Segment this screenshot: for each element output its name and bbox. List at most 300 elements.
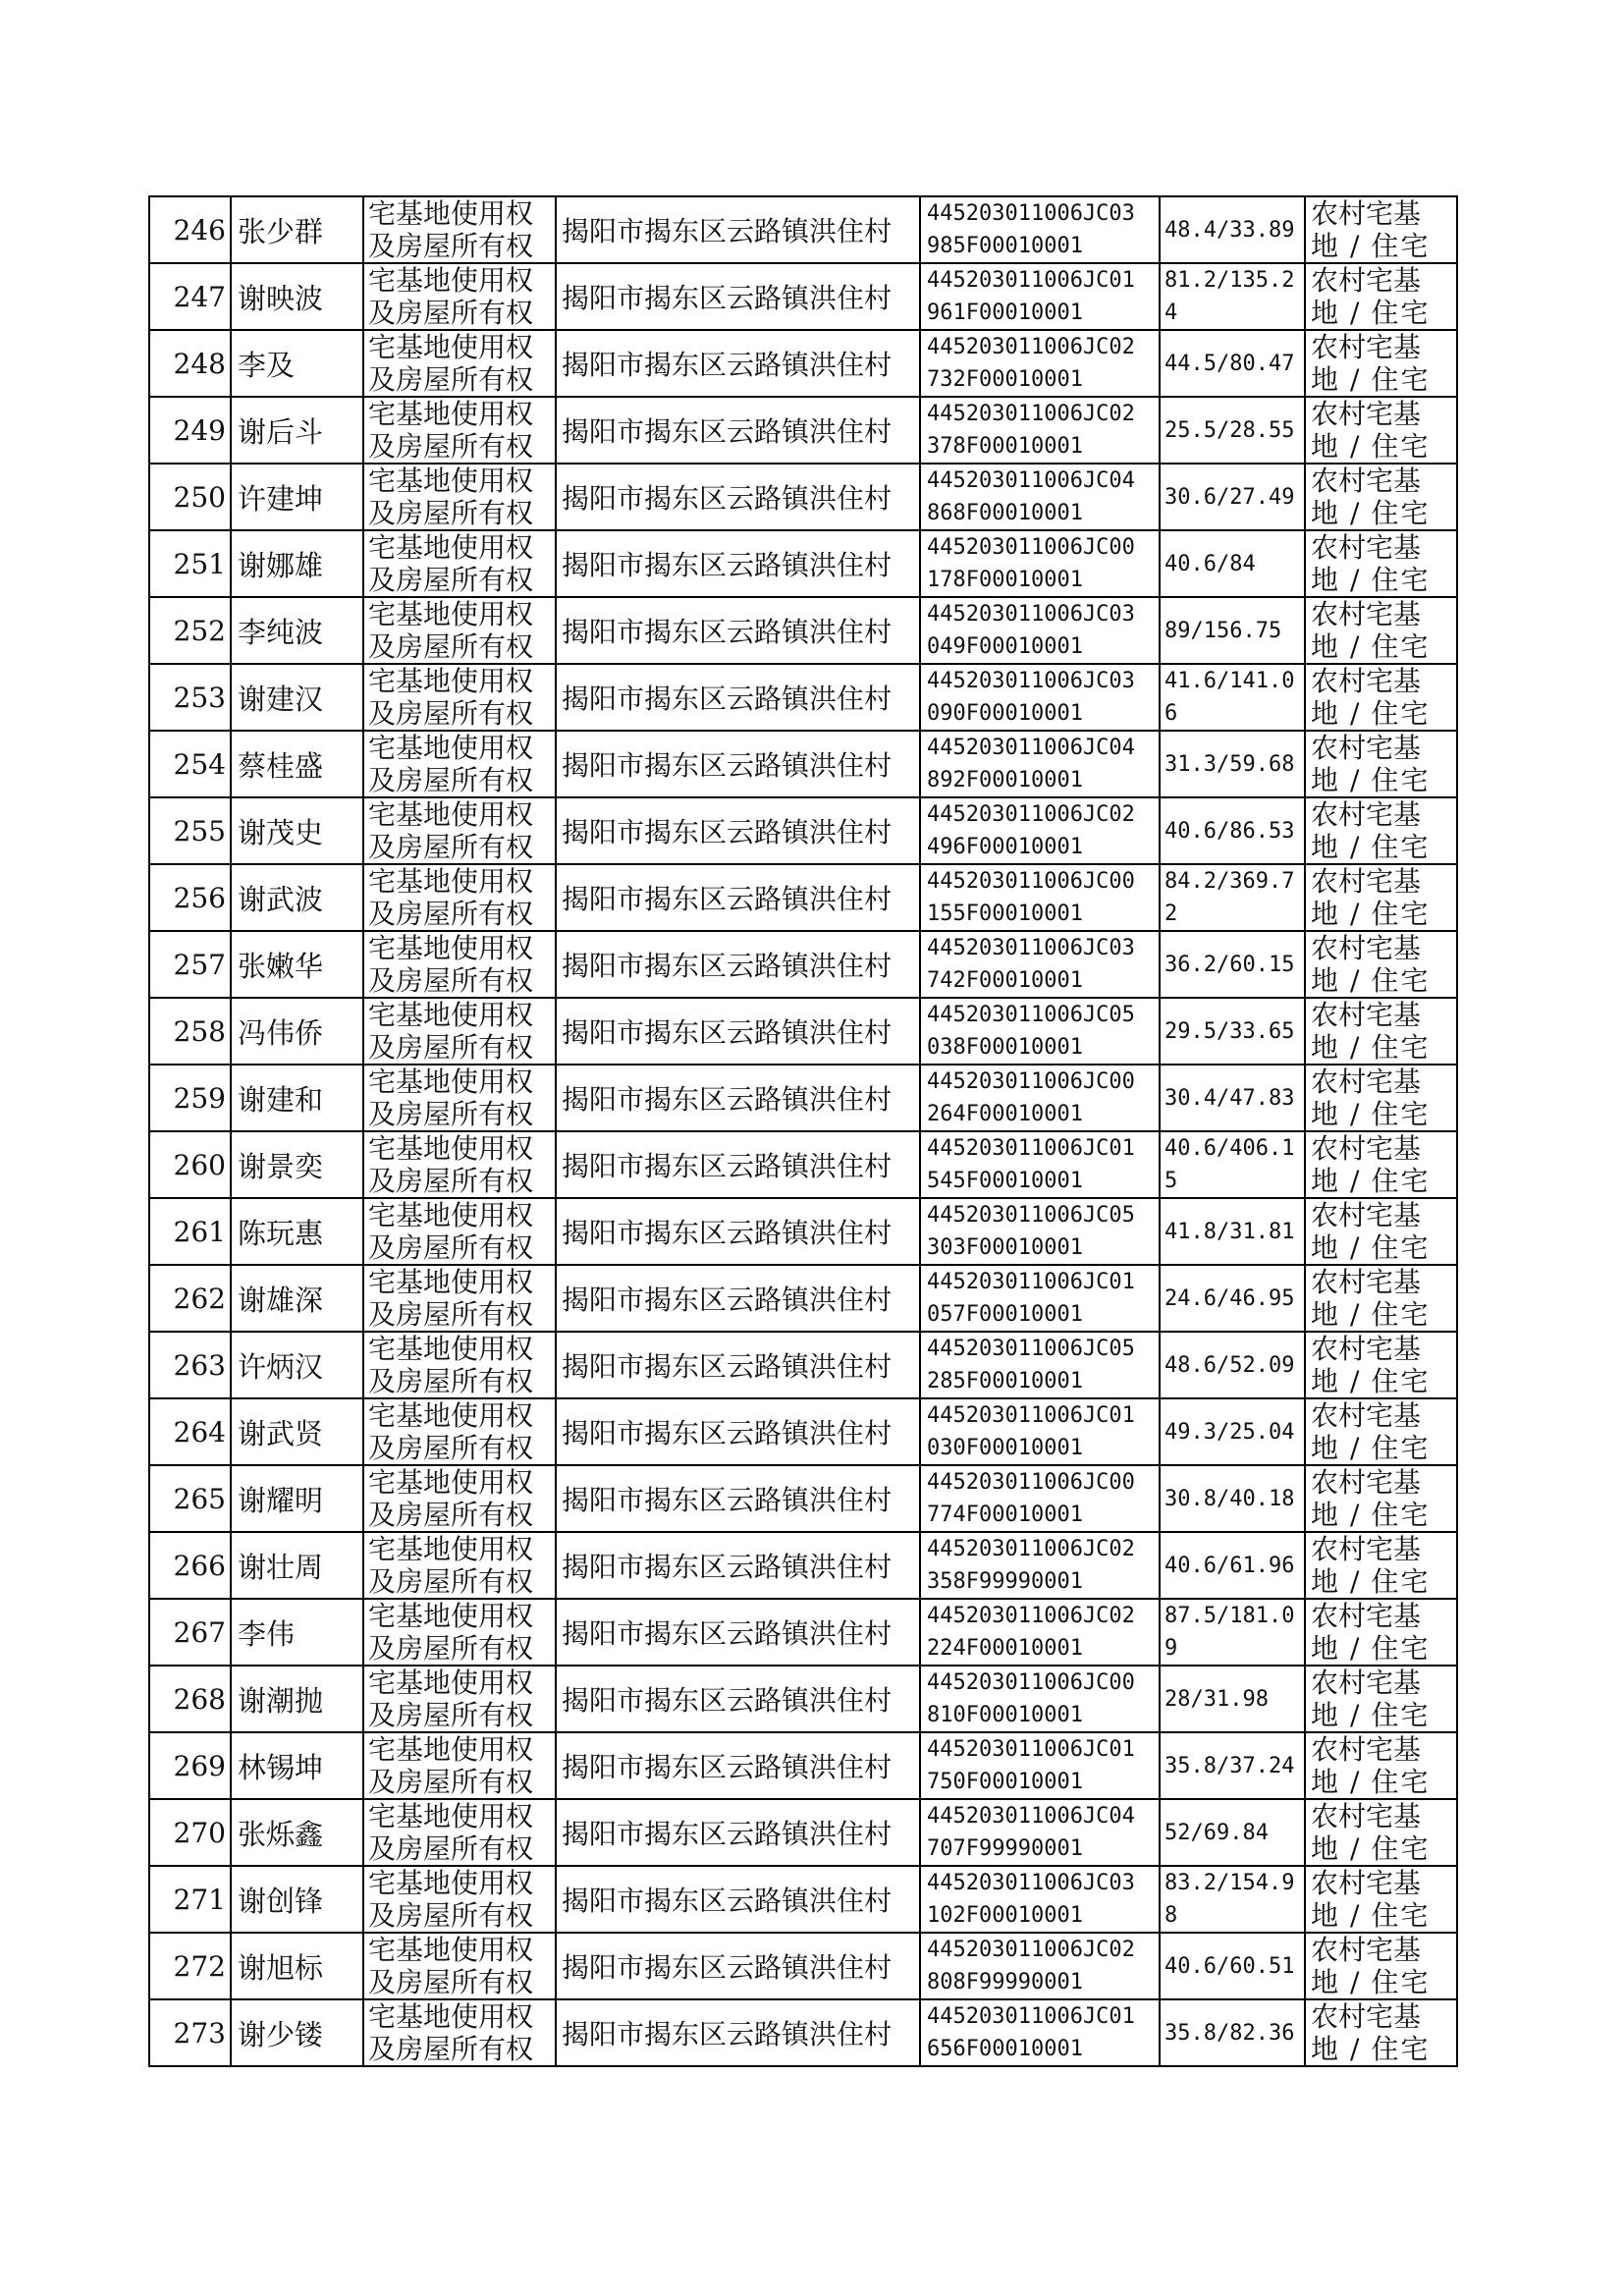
- unit-code-line-2: 892F00010001: [927, 768, 1083, 792]
- unit-code-cell: [920, 1799, 1160, 1866]
- unit-code-line-1: 445203011006JC00: [927, 1670, 1135, 1695]
- right-type-line-2: 及房屋所有权: [368, 430, 534, 463]
- area: 28/31.98: [1164, 1686, 1269, 1712]
- location-cell: [556, 464, 920, 530]
- location: 揭阳市揭东区云路镇洪住村: [562, 1751, 893, 1783]
- right-type-line-2: 及房屋所有权: [368, 2033, 534, 2065]
- unit-code-line-1: 445203011006JC01: [927, 1136, 1135, 1161]
- land-use-cell: [1305, 931, 1457, 998]
- area-cell: [1160, 1599, 1305, 1666]
- right-type-cell: [363, 998, 556, 1065]
- owner-name: 谢建和: [238, 1082, 324, 1117]
- area-cell: [1160, 931, 1305, 998]
- area: 35.8/82.36: [1164, 2020, 1295, 2046]
- land-use-part-a: 地: [1311, 1766, 1341, 1798]
- owner-name-cell: [231, 1398, 363, 1465]
- area-cell: [1160, 1465, 1305, 1532]
- row-number: 247: [173, 280, 226, 313]
- location: 揭阳市揭东区云路镇洪住村: [562, 1885, 893, 1917]
- table-row: [149, 1465, 1457, 1532]
- table-row: [149, 263, 1457, 330]
- land-use-line-2: [1311, 297, 1456, 329]
- land-use-part-b: 住宅: [1371, 430, 1431, 463]
- land-use-separator: /: [1350, 2033, 1362, 2065]
- unit-code-line-1: 445203011006JC05: [927, 1203, 1135, 1228]
- land-use-separator: /: [1350, 230, 1362, 262]
- area: 81.2/135.24: [1164, 268, 1295, 325]
- right-type-cell: [363, 330, 556, 397]
- land-use-cell: [1305, 664, 1457, 731]
- unit-code-line-2: 090F00010001: [927, 701, 1083, 726]
- location: 揭阳市揭东区云路镇洪住村: [562, 683, 893, 715]
- right-type-line-1: 宅基地使用权: [368, 197, 534, 230]
- land-use-cell: [1305, 1866, 1457, 1933]
- location: 揭阳市揭东区云路镇洪住村: [562, 1150, 893, 1182]
- owner-name-cell: [231, 998, 363, 1065]
- location-cell: [556, 1398, 920, 1465]
- unit-code-cell: [920, 464, 1160, 530]
- unit-code-cell: [920, 263, 1160, 330]
- owner-name: 张少群: [238, 214, 324, 248]
- right-type-cell: [363, 1666, 556, 1732]
- land-use-cell: [1305, 1999, 1457, 2066]
- unit-code-cell: [920, 1999, 1160, 2066]
- row-number-cell: [149, 1799, 231, 1866]
- land-use-part-b: 住宅: [1371, 1365, 1431, 1397]
- registration-table: [148, 195, 1458, 2067]
- land-use-cell: [1305, 330, 1457, 397]
- land-use-cell: [1305, 1332, 1457, 1398]
- land-use-part-a: 地: [1311, 1499, 1341, 1531]
- owner-name-cell: [231, 864, 363, 931]
- land-use-part-b: 住宅: [1371, 1832, 1431, 1865]
- land-use-line-2: [1311, 1165, 1456, 1197]
- land-use-line-1: 农村宅基: [1311, 531, 1422, 564]
- land-use-cell: [1305, 1198, 1457, 1265]
- land-use-separator: /: [1350, 1832, 1362, 1865]
- land-use-line-2: [1311, 1966, 1456, 1998]
- owner-name: 李纯波: [238, 615, 324, 649]
- unit-code-line-2: 049F00010001: [927, 634, 1083, 659]
- owner-name: 谢娜雄: [238, 548, 324, 582]
- location-cell: [556, 998, 920, 1065]
- right-type-line-2: 及房屋所有权: [368, 1632, 534, 1665]
- row-number-cell: [149, 1265, 231, 1332]
- land-use-line-2: [1311, 497, 1456, 529]
- land-use-separator: /: [1350, 1632, 1362, 1665]
- owner-name-cell: [231, 1799, 363, 1866]
- area: 44.5/80.47: [1164, 351, 1295, 376]
- unit-code-line-1: 445203011006JC01: [927, 268, 1135, 293]
- land-use-part-a: 地: [1311, 697, 1341, 730]
- right-type-line-1: 宅基地使用权: [368, 264, 534, 297]
- owner-name: 蔡桂盛: [238, 748, 324, 783]
- unit-code-cell: [920, 797, 1160, 864]
- row-number: 265: [173, 1482, 226, 1515]
- table-row: [149, 731, 1457, 797]
- row-number-cell: [149, 1131, 231, 1198]
- land-use-part-b: 住宅: [1371, 831, 1431, 863]
- location: 揭阳市揭东区云路镇洪住村: [562, 749, 893, 782]
- land-use-cell: [1305, 1465, 1457, 1532]
- location: 揭阳市揭东区云路镇洪住村: [562, 1083, 893, 1116]
- owner-name: 谢少镂: [238, 2017, 324, 2051]
- land-use-line-1: 农村宅基: [1311, 1266, 1422, 1298]
- land-use-part-b: 住宅: [1371, 630, 1431, 663]
- right-type-cell: [363, 1999, 556, 2066]
- land-use-line-2: [1311, 430, 1456, 463]
- owner-name-cell: [231, 1532, 363, 1599]
- area: 29.5/33.65: [1164, 1018, 1295, 1044]
- land-use-line-1: 农村宅基: [1311, 1199, 1422, 1231]
- right-type-line-1: 宅基地使用权: [368, 1533, 534, 1565]
- right-type-cell: [363, 731, 556, 797]
- land-use-line-2: [1311, 363, 1456, 396]
- row-number: 261: [173, 1215, 226, 1248]
- land-use-cell: [1305, 1131, 1457, 1198]
- location: 揭阳市揭东区云路镇洪住村: [562, 1951, 893, 1984]
- unit-code-line-1: 445203011006JC03: [927, 602, 1135, 627]
- land-use-separator: /: [1350, 497, 1362, 529]
- location-cell: [556, 864, 920, 931]
- right-type-line-1: 宅基地使用权: [368, 331, 534, 363]
- right-type-cell: [363, 1398, 556, 1465]
- right-type-line-2: 及房屋所有权: [368, 630, 534, 663]
- owner-name-cell: [231, 1198, 363, 1265]
- unit-code-cell: [920, 998, 1160, 1065]
- row-number-cell: [149, 1599, 231, 1666]
- owner-name-cell: [231, 263, 363, 330]
- land-use-part-b: 住宅: [1371, 564, 1431, 596]
- land-use-separator: /: [1350, 898, 1362, 930]
- area: 89/156.75: [1164, 618, 1282, 643]
- row-number: 266: [173, 1549, 226, 1582]
- land-use-part-a: 地: [1311, 764, 1341, 796]
- location-cell: [556, 597, 920, 664]
- area-cell: [1160, 1732, 1305, 1799]
- unit-code-cell: [920, 330, 1160, 397]
- land-use-separator: /: [1350, 1298, 1362, 1331]
- owner-name-cell: [231, 731, 363, 797]
- unit-code-line-2: 868F00010001: [927, 501, 1083, 525]
- row-number-cell: [149, 864, 231, 931]
- land-use-part-a: 地: [1311, 1632, 1341, 1665]
- land-use-part-a: 地: [1311, 898, 1341, 930]
- land-use-separator: /: [1350, 1699, 1362, 1731]
- location: 揭阳市揭东区云路镇洪住村: [562, 1350, 893, 1383]
- table-row: [149, 1198, 1457, 1265]
- owner-name-cell: [231, 1866, 363, 1933]
- owner-name: 谢武波: [238, 882, 324, 916]
- row-number-cell: [149, 1866, 231, 1933]
- right-type-cell: [363, 597, 556, 664]
- unit-code-line-1: 445203011006JC04: [927, 736, 1135, 760]
- unit-code-line-2: 732F00010001: [927, 367, 1083, 392]
- owner-name: 李伟: [238, 1616, 296, 1651]
- row-number-cell: [149, 1732, 231, 1799]
- land-use-line-2: [1311, 1699, 1456, 1731]
- row-number-cell: [149, 664, 231, 731]
- right-type-line-2: 及房屋所有权: [368, 564, 534, 596]
- right-type-line-1: 宅基地使用权: [368, 999, 534, 1031]
- row-number: 268: [173, 1682, 226, 1716]
- location-cell: [556, 1599, 920, 1666]
- owner-name: 李及: [238, 348, 296, 382]
- unit-code-cell: [920, 397, 1160, 464]
- location-cell: [556, 1799, 920, 1866]
- table-row: [149, 1599, 1457, 1666]
- right-type-line-1: 宅基地使用权: [368, 1199, 534, 1231]
- land-use-line-1: 农村宅基: [1311, 798, 1422, 831]
- row-number: 253: [173, 681, 226, 714]
- row-number-cell: [149, 797, 231, 864]
- row-number: 272: [173, 1949, 226, 1983]
- right-type-line-1: 宅基地使用权: [368, 1399, 534, 1432]
- unit-code-cell: [920, 1465, 1160, 1532]
- unit-code-line-1: 445203011006JC02: [927, 1938, 1135, 1962]
- right-type-line-1: 宅基地使用权: [368, 398, 534, 430]
- owner-name-cell: [231, 597, 363, 664]
- right-type-line-1: 宅基地使用权: [368, 1667, 534, 1699]
- land-use-part-b: 住宅: [1371, 363, 1431, 396]
- area-cell: [1160, 1265, 1305, 1332]
- location-cell: [556, 1065, 920, 1131]
- area: 41.6/141.06: [1164, 669, 1295, 726]
- unit-code-cell: [920, 864, 1160, 931]
- unit-code-line-2: 264F00010001: [927, 1102, 1083, 1126]
- unit-code-line-2: 985F00010001: [927, 234, 1083, 258]
- owner-name: 陈玩惠: [238, 1216, 324, 1250]
- owner-name-cell: [231, 1131, 363, 1198]
- row-number: 256: [173, 881, 226, 914]
- owner-name: 谢建汉: [238, 682, 324, 716]
- location-cell: [556, 664, 920, 731]
- location: 揭阳市揭东区云路镇洪住村: [562, 415, 893, 448]
- right-type-line-2: 及房屋所有权: [368, 1966, 534, 1998]
- land-use-line-2: [1311, 1231, 1456, 1264]
- row-number-cell: [149, 530, 231, 597]
- right-type-cell: [363, 1866, 556, 1933]
- right-type-line-2: 及房屋所有权: [368, 1565, 534, 1598]
- location: 揭阳市揭东区云路镇洪住村: [562, 616, 893, 648]
- location: 揭阳市揭东区云路镇洪住村: [562, 215, 893, 247]
- table-row: [149, 1666, 1457, 1732]
- right-type-cell: [363, 1732, 556, 1799]
- location-cell: [556, 397, 920, 464]
- table-row: [149, 1933, 1457, 1999]
- area: 40.6/61.96: [1164, 1553, 1295, 1578]
- land-use-part-b: 住宅: [1371, 1098, 1431, 1130]
- land-use-part-a: 地: [1311, 564, 1341, 596]
- area-cell: [1160, 1131, 1305, 1198]
- unit-code-line-1: 445203011006JC01: [927, 2004, 1135, 2029]
- unit-code-line-2: 030F00010001: [927, 1436, 1083, 1460]
- table-row: [149, 397, 1457, 464]
- land-use-cell: [1305, 797, 1457, 864]
- land-use-part-b: 住宅: [1371, 1899, 1431, 1932]
- unit-code-line-2: 102F00010001: [927, 1903, 1083, 1928]
- land-use-part-b: 住宅: [1371, 964, 1431, 997]
- unit-code-cell: [920, 1265, 1160, 1332]
- owner-name: 谢茂史: [238, 815, 324, 849]
- area: 30.6/27.49: [1164, 484, 1295, 510]
- land-use-line-2: [1311, 1031, 1456, 1064]
- unit-code-cell: [920, 1732, 1160, 1799]
- land-use-cell: [1305, 998, 1457, 1065]
- land-use-separator: /: [1350, 1899, 1362, 1932]
- row-number-cell: [149, 931, 231, 998]
- owner-name-cell: [231, 1465, 363, 1532]
- land-use-part-a: 地: [1311, 297, 1341, 329]
- area: 40.6/60.51: [1164, 1953, 1295, 1979]
- table-body: [149, 196, 1457, 2066]
- area-cell: [1160, 330, 1305, 397]
- land-use-line-1: 农村宅基: [1311, 398, 1422, 430]
- land-use-cell: [1305, 1799, 1457, 1866]
- right-type-line-2: 及房屋所有权: [368, 964, 534, 997]
- location-cell: [556, 1666, 920, 1732]
- right-type-cell: [363, 196, 556, 263]
- land-use-separator: /: [1350, 1365, 1362, 1397]
- land-use-line-1: 农村宅基: [1311, 598, 1422, 630]
- row-number: 260: [173, 1148, 226, 1181]
- area: 84.2/369.72: [1164, 869, 1295, 926]
- land-use-part-a: 地: [1311, 1565, 1341, 1598]
- owner-name: 许炳汉: [238, 1349, 324, 1384]
- row-number: 258: [173, 1014, 226, 1048]
- land-use-part-a: 地: [1311, 1832, 1341, 1865]
- unit-code-line-1: 445203011006JC03: [927, 201, 1135, 226]
- unit-code-cell: [920, 1599, 1160, 1666]
- unit-code-line-1: 445203011006JC03: [927, 936, 1135, 960]
- location-cell: [556, 1265, 920, 1332]
- area: 35.8/37.24: [1164, 1753, 1295, 1778]
- row-number: 248: [173, 347, 226, 380]
- row-number: 270: [173, 1816, 226, 1849]
- row-number-cell: [149, 1933, 231, 1999]
- table-row: [149, 1265, 1457, 1332]
- right-type-cell: [363, 931, 556, 998]
- table-row: [149, 1332, 1457, 1398]
- unit-code-line-2: 038F00010001: [927, 1035, 1083, 1060]
- area-cell: [1160, 1866, 1305, 1933]
- location: 揭阳市揭东区云路镇洪住村: [562, 1417, 893, 1449]
- land-use-separator: /: [1350, 964, 1362, 997]
- table-row: [149, 1398, 1457, 1465]
- land-use-part-a: 地: [1311, 2033, 1341, 2065]
- right-type-line-1: 宅基地使用权: [368, 1333, 534, 1365]
- unit-code-line-2: 303F00010001: [927, 1235, 1083, 1260]
- owner-name-cell: [231, 931, 363, 998]
- location: 揭阳市揭东区云路镇洪住村: [562, 883, 893, 915]
- land-use-cell: [1305, 263, 1457, 330]
- land-use-separator: /: [1350, 1766, 1362, 1798]
- row-number-cell: [149, 196, 231, 263]
- table-row: [149, 1799, 1457, 1866]
- owner-name-cell: [231, 1732, 363, 1799]
- row-number-cell: [149, 263, 231, 330]
- row-number: 254: [173, 747, 226, 781]
- row-number-cell: [149, 731, 231, 797]
- unit-code-cell: [920, 664, 1160, 731]
- land-use-line-2: [1311, 1098, 1456, 1130]
- owner-name-cell: [231, 1666, 363, 1732]
- land-use-line-2: [1311, 1298, 1456, 1331]
- land-use-separator: /: [1350, 1231, 1362, 1264]
- location-cell: [556, 1532, 920, 1599]
- land-use-part-a: 地: [1311, 1899, 1341, 1932]
- row-number: 263: [173, 1348, 226, 1382]
- land-use-separator: /: [1350, 1432, 1362, 1464]
- row-number-cell: [149, 1398, 231, 1465]
- row-number: 252: [173, 614, 226, 647]
- land-use-line-1: 农村宅基: [1311, 197, 1422, 230]
- right-type-cell: [363, 664, 556, 731]
- area-cell: [1160, 1065, 1305, 1131]
- owner-name: 谢旭标: [238, 1950, 324, 1985]
- unit-code-line-2: 961F00010001: [927, 301, 1083, 325]
- unit-code-cell: [920, 1131, 1160, 1198]
- location: 揭阳市揭东区云路镇洪住村: [562, 816, 893, 848]
- owner-name: 冯伟侨: [238, 1015, 324, 1050]
- unit-code-line-1: 445203011006JC05: [927, 1003, 1135, 1027]
- unit-code-line-2: 742F00010001: [927, 968, 1083, 993]
- land-use-separator: /: [1350, 630, 1362, 663]
- land-use-line-2: [1311, 1565, 1456, 1598]
- unit-code-cell: [920, 530, 1160, 597]
- right-type-cell: [363, 464, 556, 530]
- row-number-cell: [149, 1666, 231, 1732]
- unit-code-line-2: 285F00010001: [927, 1369, 1083, 1393]
- area-cell: [1160, 1198, 1305, 1265]
- right-type-line-2: 及房屋所有权: [368, 1766, 534, 1798]
- right-type-line-1: 宅基地使用权: [368, 1466, 534, 1499]
- land-use-line-2: [1311, 1365, 1456, 1397]
- owner-name-cell: [231, 664, 363, 731]
- land-use-separator: /: [1350, 697, 1362, 730]
- land-use-line-2: [1311, 1632, 1456, 1665]
- right-type-line-2: 及房屋所有权: [368, 1899, 534, 1932]
- row-number: 262: [173, 1282, 226, 1315]
- right-type-cell: [363, 1332, 556, 1398]
- land-use-line-2: [1311, 230, 1456, 262]
- unit-code-line-1: 445203011006JC01: [927, 1403, 1135, 1428]
- land-use-part-b: 住宅: [1371, 1031, 1431, 1064]
- unit-code-line-1: 445203011006JC04: [927, 1804, 1135, 1829]
- right-type-line-2: 及房屋所有权: [368, 831, 534, 863]
- land-use-part-b: 住宅: [1371, 1699, 1431, 1731]
- land-use-line-1: 农村宅基: [1311, 732, 1422, 764]
- right-type-cell: [363, 864, 556, 931]
- location: 揭阳市揭东区云路镇洪住村: [562, 349, 893, 381]
- land-use-line-2: [1311, 697, 1456, 730]
- land-use-part-a: 地: [1311, 1098, 1341, 1130]
- row-number-cell: [149, 1532, 231, 1599]
- land-use-line-1: 农村宅基: [1311, 1934, 1422, 1966]
- land-use-line-1: 农村宅基: [1311, 1533, 1422, 1565]
- area-cell: [1160, 998, 1305, 1065]
- land-use-line-1: 农村宅基: [1311, 1066, 1422, 1098]
- right-type-line-1: 宅基地使用权: [368, 1733, 534, 1766]
- right-type-line-1: 宅基地使用权: [368, 1867, 534, 1899]
- area: 83.2/154.98: [1164, 1871, 1295, 1928]
- location-cell: [556, 797, 920, 864]
- unit-code-line-1: 445203011006JC00: [927, 535, 1135, 560]
- land-use-cell: [1305, 1265, 1457, 1332]
- land-use-separator: /: [1350, 1499, 1362, 1531]
- area: 30.8/40.18: [1164, 1486, 1295, 1511]
- land-use-line-1: 农村宅基: [1311, 665, 1422, 697]
